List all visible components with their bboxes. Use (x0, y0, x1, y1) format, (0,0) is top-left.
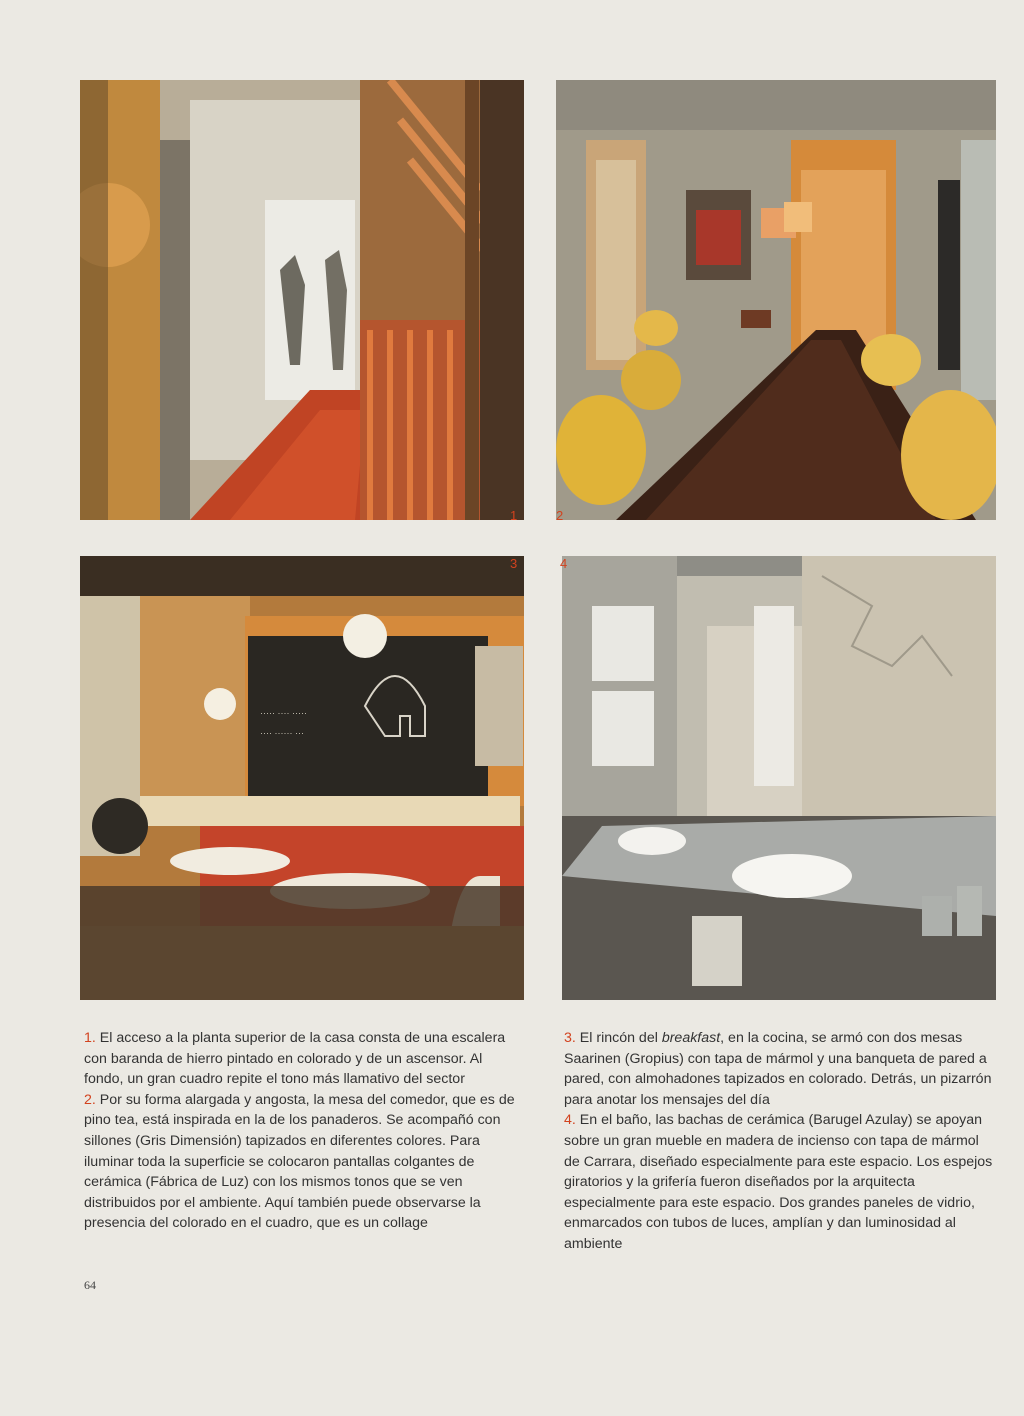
caption-3-text-after: , en la cocina, se armó con dos mesas Saarinen (Gropius) con tapa de mármol y una banqueta de pared a pared, con almohadones tapizados en colorado. Detrás, un pizarrón para anotar los mensajes del día (564, 1030, 992, 1108)
caption-4-number: 4. (564, 1112, 576, 1129)
photo-4-bathroom (562, 556, 996, 1000)
captions-left (84, 1028, 524, 1234)
page-number: 64 (84, 1278, 96, 1292)
caption-3-text-before: El rincón del (579, 1030, 662, 1046)
caption-2-text: Por su forma alargada y angosta, la mesa del comedor, que es de pino tea, está inspirada en la de los panaderos. Se acompañó con sillones (Gris Dimensión) tapizados en diferentes colores. Para iluminar toda la superficie se colocaron pantallas colgantes de cerámica (Fábrica de Luz) con los mismos tonos que se ven distribuidos por el ambiente. Aquí también puede observarse la presencia del colorado en el cuadro, que es un collage (84, 1091, 515, 1232)
svg-text:····· ···· ·····: ····· ···· ····· (260, 708, 307, 718)
caption-4-text: En el baño, las bachas de cerámica (Barugel Azulay) se apoyan sobre un gran mueble en madera de incienso con tapa de mármol de Carrara, diseñado especialmente para este espacio. Los espejos giratorios y la grifería fueron diseñados por la arquitecta especialmente para este espacio. Dos grandes paneles de vidrio, enmarcados con tubos de luces, amplían y dan luminosidad al ambiente (564, 1112, 993, 1252)
photo-1-illustration (80, 80, 524, 520)
caption-3-italic: breakfast (661, 1030, 721, 1046)
photo-1-hallway (80, 80, 524, 520)
photo-2-dining-room (556, 80, 996, 520)
captions-right (564, 1028, 994, 1255)
photo-4-illustration (562, 556, 996, 1000)
photo-3-breakfast-nook (80, 556, 524, 1000)
caption-4 (564, 1110, 994, 1254)
caption-1-text: El acceso a la planta superior de la casa consta de una escalera con baranda de hierro pintado en colorado y de un ascensor. Al fondo, un gran cuadro repite el tono más llamativo del sector (84, 1030, 506, 1088)
caption-3-number: 3. (564, 1030, 576, 1046)
photo-4-number: 4 (560, 556, 568, 571)
photo-1-number: 1 (510, 508, 518, 523)
caption-1-number: 1. (84, 1030, 96, 1046)
photo-3-illustration (80, 556, 524, 1000)
svg-text:···· ······ ···: ···· ······ ··· (260, 728, 304, 738)
caption-1 (84, 1028, 524, 1090)
caption-2-number: 2. (84, 1091, 96, 1108)
photo-3-number: 3 (510, 556, 518, 571)
caption-2 (84, 1090, 524, 1234)
photo-2-illustration (556, 80, 996, 520)
caption-3 (564, 1028, 994, 1110)
photo-2-number: 2 (556, 508, 564, 523)
